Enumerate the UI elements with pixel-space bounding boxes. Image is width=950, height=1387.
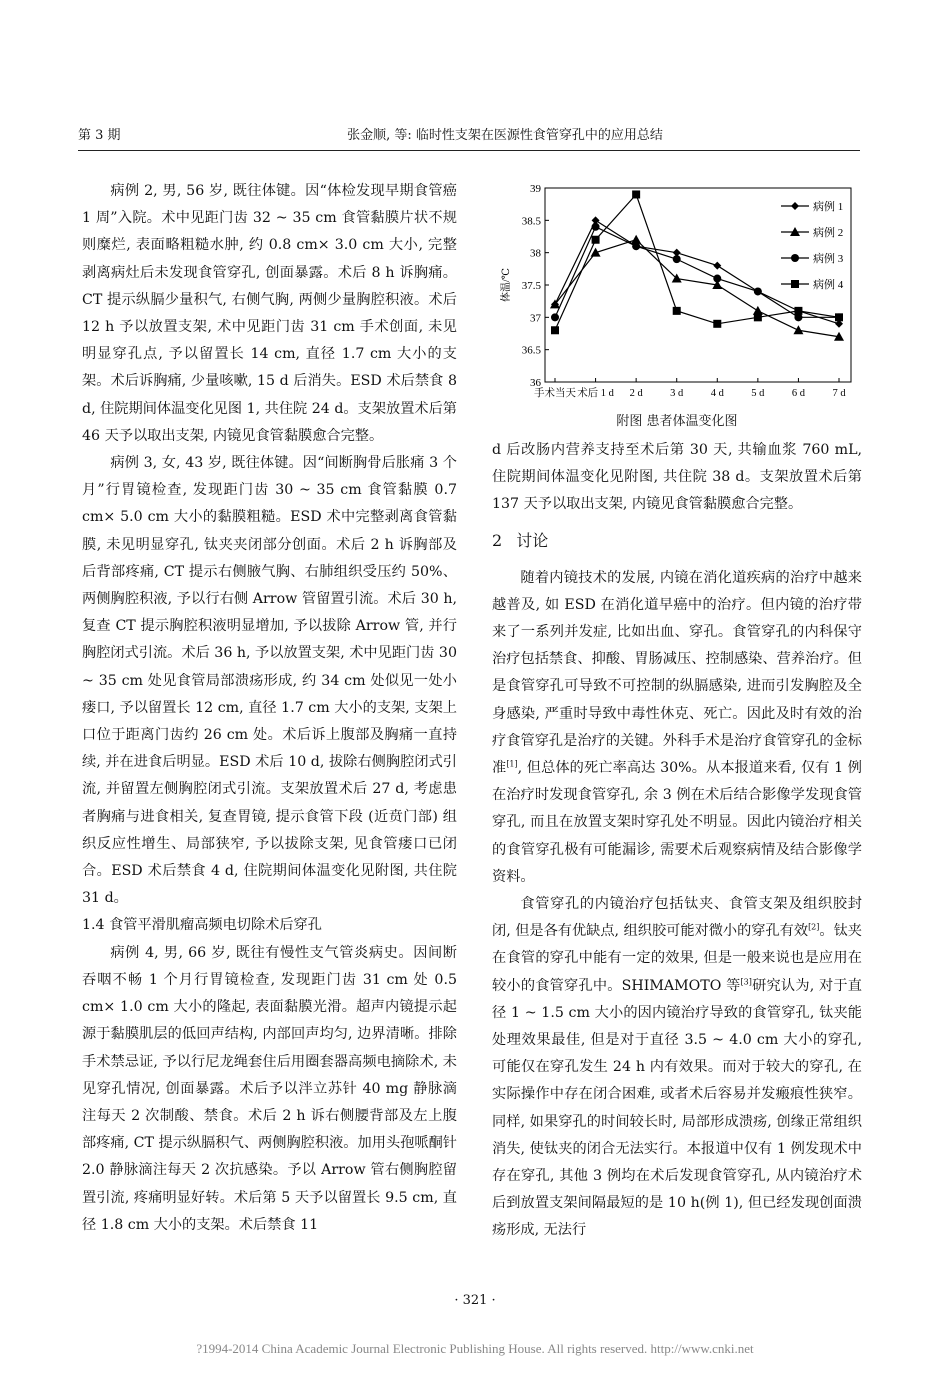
case3-paragraph: 病例 3, 女, 43 岁, 既往体键。因“间断胸骨后胀痛 3 个月”行胃镜检查, 发现距门齿 30 ~ 35 cm 食管黏膜 0.7 cm× 5.0 cm 大小的黏膜粗糙。ESD 术中完整剥离食管黏膜, 未见明显穿孔, 钛夹夹闭部分创面。术后 2 h 诉胸部及后背部疼痛, CT 提示右侧腋气胸、右肺组织受压约 50%、两侧胸腔积液, 予以行右侧 Arrow 管留置引流。术后 30 h, 复查 CT 提示胸腔积液明显增加, 予以拔除 Arrow 管, 并行胸腔闭式引流。术后 36 h, 予以放置支架, 术中见距门齿 30 ~ 35 cm 处见食管局部溃疡形成, 约 34 cm 处似见一处小瘘口, 予以留置长 12 cm, 直径 1.7 cm 大小的支架, 支架上口位于距离门齿约 26 cm 处。术后诉上腹部及胸痛一直持续, 并在进食后明显。ESD 术后 10 d, 拔除右侧胸腔闭式引流, 并留置左侧胸腔闭式引流。支架放置术后 27 d, 考虑患者胸痛与进食相关, 复查胃镜, 提示食管下段 (近贲门部) 组织反应性增生、局部狭窄, 予以拔除支架, 见食管瘘口已闭合。ESD 术后禁食 4 d, 住院期间体温变化见附图, 共住院 31 d。 — [82, 455, 457, 907]
y-tick-label: 37 — [530, 312, 541, 325]
y-tick-label: 39 — [530, 183, 541, 195]
data-point — [713, 262, 721, 270]
text-run: 随着内镜技术的发展, 内镜在消化道疾病的治疗中越来越普及, 如 ESD 在消化道早癌中的治疗。但内镜的治疗带来了一系列并发症, 比如出血、穿孔。食管穿孔的内科保守治疗包括禁食、抑酸、胃肠减压、控制感染、营养治疗。但是食管穿孔可导致不可控制的纵膈感染, 进而引发胸腔及全身感染, 严重时导致中毒性休克、死亡。因此及时有效的治疗食管穿孔是治疗的关键。外科手术是治疗食管穿孔的金标准 — [492, 569, 862, 777]
legend-marker — [791, 280, 799, 288]
section-number: 2 — [492, 530, 503, 550]
case4-paragraph: 病例 4, 男, 66 岁, 既往有慢性支气管炎病史。因间断吞咽不畅 1 个月行胃镜检查, 发现距门齿 31 cm 处 0.5 cm× 1.0 cm 大小的隆起, 表面黏膜光滑。超声内镜提示起源于黏膜肌层的低回声结构, 内部回声均匀, 边界清晰。排除手术禁忌证, 予以行尼龙绳套住后用圈套器高频电摘除术, 未见穿孔情况, 创面暴露。术后予以泮立苏针 40 mg 静脉滴注每天 2 次制酸、禁食。术后 2 h 诉右侧腰背部及左上腹部疼痛, CT 提示纵膈积气、两侧胸腔积液。加用头孢哌酮针 2.0 静脉滴注每天 2 次抗感染。予以 Arrow 管右侧胸腔留置引流, 疼痛明显好转。术后第 5 天予以留置长 9.5 cm, 直径 1.8 cm 大小的支架。术后禁食 11 — [82, 944, 457, 1233]
case2-paragraph: 病例 2, 男, 56 岁, 既往体键。因“体检发现早期食管癌 1 周”入院。术中见距门齿 32 ~ 35 cm 食管黏膜片状不规则糜烂, 表面略粗糙水肿, 约 0.8 cm× 3.0 cm 大小, 完整剥离病灶后未发现食管穿孔, 创面暴露。术后 8 h 诉胸痛。CT 提示纵膈少量积气, 右侧气胸, 两侧少量胸腔积液。术后 12 h 予以放置支架, 术中见距门齿 31 cm 手术创面, 未见明显穿孔点, 予以留置长 14 cm, 直径 1.7 cm 大小的支架。术后诉胸痛, 少量咳嗽, 15 d 后消失。ESD 术后禁食 8 d, 住院期间体温变化见图 1, 共住院 24 d。支架放置术后第 46 天予以取出支架, 内镜见食管黏膜愈合完整。 — [82, 183, 457, 444]
citation-ref: [2] — [808, 922, 820, 932]
y-tick-label: 37.5 — [521, 280, 541, 292]
data-point — [713, 320, 721, 328]
left-column — [82, 178, 457, 1239]
x-tick-label: 6 d — [791, 388, 805, 399]
text-run: 。钛夹在食管的穿孔中能有一定的效果, 但是一般来说也是应用在较小的食管穿孔中。SHIMAMOTO 等 — [492, 923, 862, 994]
subsection-heading: 1.4 食管平滑肌瘤高频电切除术后穿孔 — [82, 917, 322, 934]
data-point — [673, 255, 681, 263]
legend-marker — [791, 202, 799, 210]
data-point — [794, 307, 802, 315]
text-run: 研究认为, 对于直径 1 ~ 1.5 cm 大小的因内镜治疗导致的食管穿孔, 钛夹能处理效果最佳, 但是对于直径 3.5 ~ 4.0 cm 大小的穿孔, 可能仅在穿孔发生 24 h 内有效果。而对于较大的穿孔, 在实际操作中存在闭合困难, 或者术后容易并发瘢痕性狭窄。同样, 如果穿孔的时间较长时, 局部形成溃疡, 创缘正常组织消失, 使钛夹的闭合无法实行。本报道中仅有 1 例发现术中存在穿孔, 其他 3 例均在术后发现食管穿孔, 从内镜治疗术后到放置支架间隔最短的是 10 h(例 1), 但已经发现创面溃疡形成, 无法行 — [492, 977, 862, 1239]
right-column — [492, 437, 862, 1245]
citation-ref: [1] — [506, 759, 518, 769]
data-point — [754, 313, 762, 321]
header-rule — [78, 150, 860, 151]
legend-label: 病例 3 — [813, 253, 844, 265]
data-point — [551, 326, 559, 334]
copyright-footer: ?1994-2014 China Academic Journal Electronic Publishing House. All rights reserved. http://www.cnki.net — [196, 1341, 754, 1356]
legend-marker — [791, 254, 799, 262]
text-run: 食管穿孔的内镜治疗包括钛夹、食管支架及组织胶封闭, 但是各有优缺点, 组织胶可能对微小的穿孔有效 — [492, 896, 862, 940]
issue-number: 第 3 期 — [78, 128, 121, 143]
section-title: 讨论 — [516, 530, 549, 550]
plot-frame — [545, 188, 851, 382]
legend-label: 病例 1 — [813, 201, 844, 213]
legend-label: 病例 2 — [813, 227, 844, 239]
data-point — [632, 190, 640, 198]
citation-ref: [3] — [740, 976, 752, 986]
data-point — [835, 313, 843, 321]
x-tick-label: 4 d — [710, 388, 724, 399]
x-tick-label: 3 d — [670, 388, 684, 399]
temperature-chart — [493, 180, 863, 408]
page-number: · 321 · — [454, 1293, 496, 1308]
x-tick-label: 7 d — [832, 388, 846, 399]
data-point — [592, 223, 600, 231]
y-tick-label: 38.5 — [521, 215, 541, 228]
case4-continuation: d 后改肠内营养支持至术后第 30 天, 共输血浆 760 mL, 住院期间体温变化见附图, 共住院 38 d。支架放置术后第 137 天予以取出支架, 内镜见食管黏膜愈合完整。 — [492, 442, 862, 513]
data-point — [551, 313, 559, 321]
x-tick-label: 手术当天 — [534, 388, 576, 399]
discussion-paragraph-2 — [492, 891, 862, 1245]
y-tick-label: 38 — [530, 247, 541, 260]
data-point — [713, 275, 721, 283]
running-title: 张金顺, 等: 临时性支架在医源性食管穿孔中的应用总结 — [347, 128, 663, 143]
data-point — [632, 242, 640, 250]
y-tick-label: 36 — [530, 377, 541, 389]
data-point — [673, 307, 681, 315]
x-tick-label: 5 d — [751, 388, 765, 399]
x-tick-label: 2 d — [629, 388, 643, 399]
legend-label: 病例 4 — [813, 279, 844, 291]
figure-caption: 附图 患者体温变化图 — [616, 414, 738, 429]
text-run: , 但总体的死亡率高达 30%。从本报道来看, 仅有 1 例在治疗时发现食管穿孔, 余 3 例在术后结合影像学发现食管穿孔, 而且在放置支架时穿孔处不明显。因此内镜治疗相关的食管穿孔极有可能漏诊, 需要术后观察病情及结合影像学资料。 — [492, 760, 862, 885]
data-point — [754, 287, 762, 295]
discussion-paragraph-1 — [492, 565, 862, 891]
x-tick-label: 术后 1 d — [577, 388, 614, 399]
y-tick-label: 36.5 — [521, 344, 541, 357]
data-point — [793, 325, 803, 334]
section-heading — [492, 527, 862, 555]
data-point — [592, 236, 600, 244]
y-axis-label: 体温/℃ — [501, 268, 512, 302]
